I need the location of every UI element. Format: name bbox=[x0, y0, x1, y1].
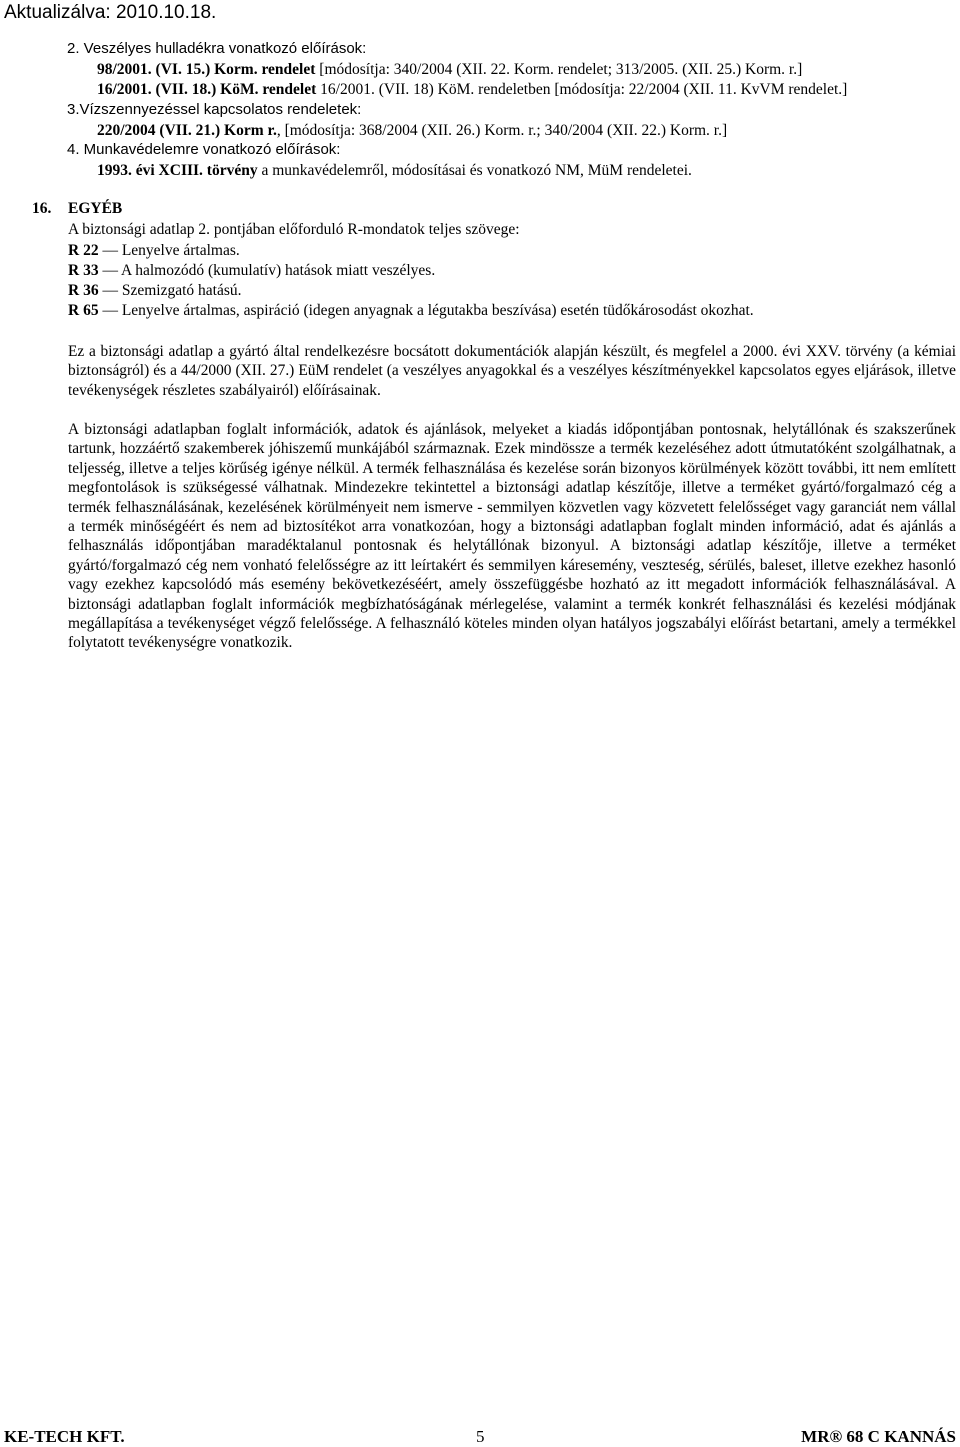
r-phrase-text: Lenyelve ártalmas. bbox=[121, 242, 240, 259]
r-phrase-text: A halmozódó (kumulatív) hatások miatt veszélyes. bbox=[120, 262, 436, 279]
water-regulation-1-ref: 220/2004 (VII. 21.) Korm r. bbox=[97, 122, 277, 139]
section-heading: EGYÉB bbox=[68, 200, 123, 217]
r-phrase-dash: — bbox=[102, 302, 118, 319]
worksafety-regulation-line-1 bbox=[97, 161, 692, 181]
r-phrase-code: R 22 bbox=[68, 242, 99, 259]
section-number: 16. bbox=[32, 200, 52, 217]
waste-regulation-1-ref: 98/2001. (VI. 15.) Korm. rendelet bbox=[97, 61, 316, 78]
r-phrase-text: Lenyelve ártalmas, aspiráció (idegen anyagnak a légutakba beszívása) esetén tüdőkárosodást okozhat. bbox=[121, 302, 754, 319]
footer-product: MR® 68 C KANNÁS bbox=[801, 1427, 956, 1446]
disclaimer-paragraph: A biztonsági adatlapban foglalt információk, adatok és ajánlások, melyeket a kiadás időpontjában pontosnak, helytállónak és szakszerűnek tartunk, hozzáértő szakemberek jóhiszemű munkájából származnak. Ezek mindössze a termék kezeléséhez adott útmutatóként szolgálhatnak, a teljesség, illetve a teljes körűség igénye nélkül. A termék felhasználása és kezelése során bizonyos körülmények között további, itt nem említett megfontolások is szükségessé válhatnak. Mindezekre tekintettel a biztonsági adatlap készítője, illetve a terméket gyártó/forgalmazó cég a termék felhasználásának, kezelésének körülményeit nem ismerve - semmilyen közvetlen vagy közvetett felelősséget vagy garanciát nem vállal a termék minőségéért és nem ad biztosítékot arra vonatkozóan, hogy a biztonsági adatlapban foglalt minden információ, adat és ajánlás a felhasználás időpontjában maradéktalanul pontosnak és helytállónak bizonyul. A biztonsági adatlap készítője, illetve a terméket gyártó/forgalmazó cég nem vonható felelősségre az itt leírtakért és semmilyen káresemény, veszteség, sérülés, baleset, illetve ezekhez hasonló vagy ezekhez kapcsolódó más esemény bekövetkezéséért, amely összefüggésbe hozható az itt megadott információk felhasználásával. A biztonsági adatlapban foglalt információk megbízhatóságának mérlegelése, valamint a termék konkrét felhasználási és kezelési módjának megállapítása a tevékenységet végző felelőssége. A felhasználó köteles minden olyan hatályos jogszabályi előírást betartani, amely a termékkel folytatott tevékenységre vonatkozik. bbox=[68, 421, 956, 652]
compliance-paragraph: Ez a biztonsági adatlap a gyártó által rendelkezésre bocsátott dokumentációk alapján készült, és megfelel a 2000. évi XXV. törvény (a kémiai biztonságról) és a 44/2000 (XII. 27.) EüM rendelet (a veszélyes anyagokkal és a veszélyes készítményekkel kapcsolatos egyes eljárások, illetve tevékenységek részletes szabályairól) előírásainak. bbox=[68, 343, 956, 399]
r-phrase-item bbox=[68, 282, 241, 300]
worksafety-regulation-1-ref: 1993. évi XCIII. törvény bbox=[97, 162, 258, 179]
water-regulation-line-1 bbox=[97, 121, 727, 141]
waste-regulation-line-1 bbox=[97, 60, 802, 80]
update-date-header: Aktualizálva: 2010.10.18. bbox=[4, 2, 217, 23]
r-phrase-dash: — bbox=[102, 282, 118, 299]
r-phrase-code: R 33 bbox=[68, 262, 99, 279]
worksafety-regulation-1-text: a munkavédelemről, módosításai és vonatkozó NM, MüM rendeletei. bbox=[257, 162, 692, 179]
r-phrase-item bbox=[68, 262, 435, 280]
worksafety-regulations-title: 4. Munkavédelemre vonatkozó előírások: bbox=[67, 141, 341, 158]
footer-page-number: 5 bbox=[476, 1427, 485, 1446]
r-phrase-code: R 36 bbox=[68, 282, 99, 299]
r-phrase-dash: — bbox=[102, 262, 118, 279]
r-phrase-dash: — bbox=[102, 242, 118, 259]
r-phrase-item bbox=[68, 242, 240, 260]
water-regulations-title: 3.Vízszennyezéssel kapcsolatos rendeletek: bbox=[67, 101, 362, 118]
r-phrase-text: Szemizgató hatású. bbox=[121, 282, 242, 299]
footer-company: KE-TECH KFT. bbox=[4, 1427, 125, 1446]
r-phrase-item bbox=[68, 302, 754, 320]
waste-regulation-1-text: [módosítja: 340/2004 (XII. 22. Korm. rendelet; 313/2005. (XII. 25.) Korm. r.] bbox=[315, 61, 803, 78]
waste-regulations-title: 2. Veszélyes hulladékra vonatkozó előírások: bbox=[67, 40, 367, 57]
waste-regulation-2-ref: 16/2001. (VII. 18.) KöM. rendelet bbox=[97, 81, 317, 98]
waste-regulation-line-2 bbox=[97, 80, 847, 100]
waste-regulation-2-text: 16/2001. (VII. 18) KöM. rendeletben [módosítja: 22/2004 (XII. 11. KvVM rendelet.] bbox=[316, 81, 848, 98]
r-phrase-code: R 65 bbox=[68, 302, 99, 319]
r-phrases-intro: A biztonsági adatlap 2. pontjában előforduló R-mondatok teljes szövege: bbox=[68, 221, 520, 238]
water-regulation-1-text: , [módosítja: 368/2004 (XII. 26.) Korm. r.; 340/2004 (XII. 22.) Korm. r.] bbox=[276, 122, 728, 139]
